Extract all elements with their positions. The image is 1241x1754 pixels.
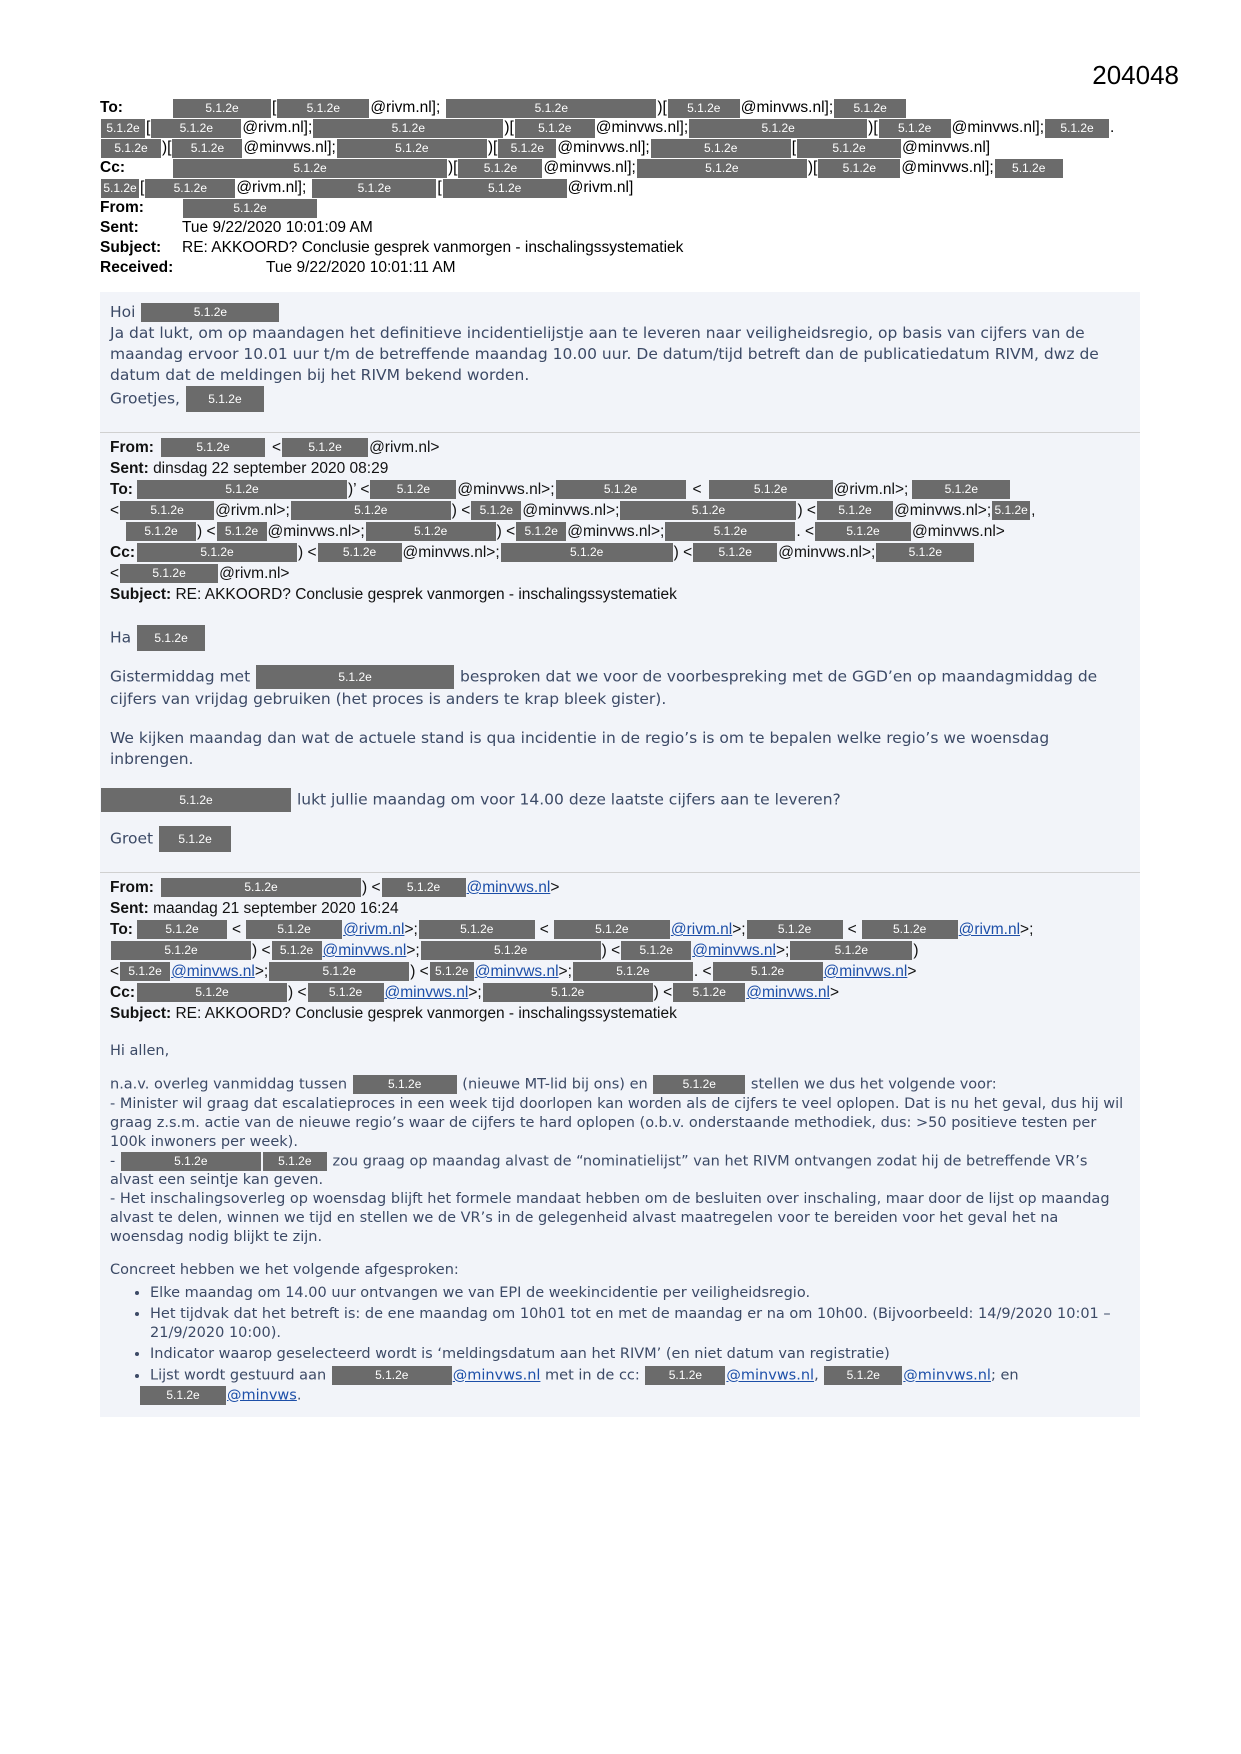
list-item: • Indicator waarop geselecteerd wordt is ‘meldingsdatum aan het RIVM’ (en niet datum van registratie) [150, 1345, 1130, 1364]
redaction: 5.1.2e [312, 179, 436, 198]
redaction: 5.1.2e [246, 920, 342, 939]
redaction: 5.1.2e [140, 1386, 226, 1405]
cc-line [100, 158, 1140, 178]
redaction: 5.1.2e [790, 941, 912, 960]
redaction: 5.1.2e [501, 543, 673, 562]
sent-label: Sent: [110, 900, 149, 917]
redaction: 5.1.2e [101, 788, 291, 812]
to-label: To: [100, 99, 123, 116]
redaction: 5.1.2e [421, 941, 601, 960]
from-end: > [550, 879, 560, 896]
received-label: Received: [100, 259, 174, 276]
redaction: 5.1.2e [332, 1366, 452, 1385]
redaction: 5.1.2e [713, 962, 823, 981]
to-fragment: @minvws.nl]; [595, 119, 689, 136]
email-link[interactable]: @minvws.nl [746, 984, 830, 1001]
redaction: 5.1.2e [183, 199, 317, 218]
redaction: 5.1.2e [879, 119, 951, 138]
from-email: @rivm.nl> [369, 439, 440, 456]
redaction: 5.1.2e [516, 522, 566, 541]
cc-fragment: )[ [448, 159, 458, 176]
cc-fragment: )[ [807, 159, 818, 176]
cc-line: Cc: 5.1.2e ) < 5.1.2e @minvws.nl>; 5.1.2e ) < 5.1.2e @minvws.nl>; 5.1.2e [110, 542, 1140, 563]
redaction: 5.1.2e [665, 522, 795, 541]
dash: - [110, 1153, 116, 1169]
redaction: 5.1.2e [797, 139, 901, 158]
paragraph-part: n.a.v. overleg vanmiddag tussen [110, 1076, 348, 1093]
redaction: 5.1.2e [471, 501, 521, 520]
agreement-list [110, 1284, 1130, 1405]
cc-fragment: @rivm.nl]; [236, 179, 307, 196]
to-fragment: )[ [162, 139, 172, 156]
to-fragment: )[ [504, 119, 514, 136]
message-2-body [100, 609, 1140, 864]
subject-label: Subject: [110, 586, 172, 603]
redaction: 5.1.2e [282, 438, 368, 457]
redaction: 5.1.2e [834, 99, 906, 118]
redaction: 5.1.2e [337, 139, 487, 158]
sent-label: Sent: [100, 219, 139, 236]
redaction: 5.1.2e [145, 179, 235, 198]
redaction: 5.1.2e [217, 522, 267, 541]
redaction: 5.1.2e [313, 119, 503, 138]
list-text: Lijst wordt gestuurd aan [150, 1367, 327, 1384]
redaction: 5.1.2e [747, 920, 843, 939]
received-value: Tue 9/22/2020 10:01:11 AM [266, 259, 456, 276]
list-text: ; en [990, 1367, 1019, 1384]
received-line [100, 258, 1140, 278]
paragraph: - Het inschalingsoverleg op woensdag blijft het formele mandaat hebben om de besluiten over inschaling, maar door de lijst op maandag alvast te delen, winnen we tijd en stellen we de VR’s in de gelegenheid alvast maatregelen voor te bereiden voor het geval het na woensdag nodig blijkt te zijn. [110, 1191, 1110, 1245]
sent-value: dinsdag 22 september 2020 08:29 [153, 460, 389, 477]
message-3-header: From: 5.1.2e ) < 5.1.2e @minvws.nl > Sent: maandag 21 september 2020 16:24 To: 5.1.2e < 5.1.2e @rivm.nl >; 5.1.2e < 5.1.2e @rivm.nl >; 5.1.2e < 5.1.2e @rivm.nl >; 5.1.2e ) < 5.1.2e @minvws.nl >; 5.1.2e ) < 5.1.2e @minvws.nl >; 5.1.2e ) < 5.1.2e @minvws.nl >; 5.1.2e ) < 5.1.2e @minvws.nl >; 5.1.2e . < 5.1.2e @minvws.nl > Cc: 5.1.2e ) < 5.1.2e @minvws.nl >; 5.1.2e ) < 5.1.2e @minvws.nl > Subject: RE: AKKOORD? Conclusie gesprek vanmorgen - inschalingssystematiek [100, 877, 1140, 1024]
message-3-body [100, 1028, 1140, 1417]
redaction: 5.1.2e [709, 480, 833, 499]
to-line-2 [100, 118, 1140, 138]
list-item: • Elke maandag om 14.00 uur ontvangen we van EPI de weekincidentie per veiligheidsregio. [150, 1284, 1130, 1303]
redaction: 5.1.2e [137, 920, 227, 939]
email-link[interactable]: @minvws.nl [692, 942, 776, 959]
redaction: 5.1.2e [353, 1075, 457, 1094]
redaction: 5.1.2e [515, 119, 595, 138]
from-line [100, 198, 1140, 218]
from-bracket: < [272, 439, 282, 456]
to-line: To: 5.1.2e < 5.1.2e @rivm.nl >; 5.1.2e < 5.1.2e @rivm.nl >; 5.1.2e < 5.1.2e @rivm.nl >; [110, 921, 1034, 938]
to-fragment: @minvws.nl]; [740, 99, 834, 116]
redaction: 5.1.2e [161, 878, 361, 897]
redaction: 5.1.2e [824, 1366, 902, 1385]
message-3 [100, 864, 1140, 1028]
redaction: 5.1.2e [137, 480, 347, 499]
email-link[interactable]: @rivm.nl [343, 921, 405, 938]
greeting: Ha [110, 628, 132, 647]
email-link[interactable]: @minvws.nl [474, 963, 559, 980]
redaction: 5.1.2e [172, 139, 242, 158]
redaction: 5.1.2e [876, 543, 974, 562]
document-id: 204048 [1092, 60, 1179, 90]
message-text: Ja dat lukt, om op maandagen het definitieve incidentielijstje aan te leveren naar veiligheidsregio, op basis van cijfers van de maandag ervoor 10.01 uur t/m de betreffende maandag 10.00 uur. De datum/tijd betreft dan de publicatiedatum RIVM, dwz de datum dat de meldingen bij het RIVM bekend worden. [110, 324, 1099, 384]
redaction: 5.1.2e [318, 543, 402, 562]
email-link[interactable]: @minvws.nl [171, 963, 255, 980]
redaction: 5.1.2e [443, 179, 567, 198]
from-label: From: [110, 439, 154, 456]
redaction: 5.1.2e [101, 139, 161, 158]
to-fragment: @rivm.nl]; [242, 119, 313, 136]
email-document [100, 98, 1140, 1417]
email-link[interactable]: @minvws.nl [322, 942, 407, 959]
redaction: 5.1.2e [111, 941, 251, 960]
to-fragment: @rivm.nl]; [370, 99, 441, 116]
redaction: 5.1.2e [992, 501, 1030, 520]
redaction: 5.1.2e [446, 99, 656, 118]
subject-value: RE: AKKOORD? Conclusie gesprek vanmorgen - inschalingssystematiek [175, 586, 677, 603]
to-fragment: [ [791, 139, 797, 156]
paragraph-part: lukt jullie maandag om voor 14.00 deze laatste cijfers aan te leveren? [296, 790, 841, 809]
from-email-link[interactable]: @minvws.nl [466, 879, 551, 896]
list-item: • Lijst wordt gestuurd aan 5.1.2e @minvws.nl met in de cc: 5.1.2e @minvws.nl, 5.1.2e @minvws.nl; en 5.1.2e @minvws. [150, 1366, 1130, 1405]
redaction: 5.1.2e [272, 941, 322, 960]
redaction: 5.1.2e [995, 159, 1063, 178]
from-label: From: [110, 879, 154, 896]
redaction: 5.1.2e [137, 983, 287, 1002]
email-link[interactable]: @rivm.nl [670, 921, 733, 938]
redaction: 5.1.2e [173, 99, 271, 118]
redaction: 5.1.2e [291, 501, 451, 520]
email-link[interactable]: @minvws.nl [726, 1367, 815, 1384]
email-link[interactable]: @minvws [227, 1387, 297, 1403]
redaction: 5.1.2e [817, 501, 893, 520]
redaction: 5.1.2e [256, 665, 454, 689]
cc-fragment: @minvws.nl]; [543, 159, 636, 176]
redaction: 5.1.2e [382, 878, 466, 897]
redaction: 5.1.2e [419, 920, 535, 939]
redaction: 5.1.2e [120, 564, 218, 583]
to-fragment: )[ [657, 99, 667, 116]
redaction: 5.1.2e [137, 625, 205, 651]
redaction: 5.1.2e [101, 179, 139, 198]
greeting: Hi allen, [110, 1043, 170, 1059]
redaction: 5.1.2e [554, 920, 670, 939]
redaction: 5.1.2e [120, 501, 214, 520]
paragraph: - Minister wil graag dat escalatieproces in een week tijd doorlopen kan worden als de cijfers te veel oplopen. Dat is nu het geval, dus hij wil graag z.s.m. actie van de nieuwe regio’s waar de cijfers te hard oplopen (o.b.v. onderstaande methodiek, dus: >50 positieve testen per 100k inwoners per week). [110, 1095, 1124, 1150]
to-fragment: @minvws.nl]; [951, 119, 1045, 136]
redaction: 5.1.2e [653, 1075, 745, 1094]
subject-label: Subject: [110, 1005, 172, 1022]
redaction: 5.1.2e [151, 119, 241, 138]
redaction: 5.1.2e [263, 1152, 327, 1171]
paragraph-part: Gistermiddag met [110, 667, 251, 686]
subject-value: RE: AKKOORD? Conclusie gesprek vanmorgen - inschalingssystematiek [182, 239, 684, 256]
to-line [100, 98, 1140, 118]
message-1-body [100, 292, 1140, 424]
redaction: 5.1.2e [862, 920, 958, 939]
paragraph-part: zou graag op maandag alvast de “nominatielijst” van het RIVM ontvangen zodat hij de betreffende VR’s alvast een seintje kan geven. [110, 1153, 1088, 1188]
redaction: 5.1.2e [121, 1152, 261, 1171]
redaction: 5.1.2e [161, 438, 265, 457]
cc-line-2 [100, 178, 1140, 198]
redaction: 5.1.2e [101, 119, 145, 138]
redaction: 5.1.2e [668, 99, 740, 118]
cc-fragment: @minvws.nl]; [901, 159, 994, 176]
to-fragment: @minvws.nl]; [557, 139, 650, 156]
to-label: To: [110, 481, 133, 498]
email-link[interactable]: @minvws.nl [384, 984, 469, 1001]
redaction: 5.1.2e [556, 480, 686, 499]
redaction: 5.1.2e [483, 983, 653, 1002]
to-fragment: [ [272, 99, 277, 116]
redaction: 5.1.2e [637, 159, 807, 178]
sent-line [100, 218, 1140, 238]
redaction: 5.1.2e [651, 139, 791, 158]
cc-fragment: [ [437, 179, 442, 196]
cc-fragment: [ [140, 179, 145, 196]
cc-fragment: @rivm.nl] [567, 179, 634, 196]
cc-label: Cc: [110, 544, 135, 561]
redaction: 5.1.2e [430, 962, 474, 981]
paragraph-part: stellen we dus het volgende voor: [750, 1076, 997, 1093]
redaction: 5.1.2e [277, 99, 369, 118]
to-label: To: [110, 921, 133, 938]
to-line: To: 5.1.2e )’ < 5.1.2e @minvws.nl>; 5.1.2e < 5.1.2e @rivm.nl>; 5.1.2e [110, 479, 1140, 500]
redaction: 5.1.2e [137, 543, 297, 562]
redaction: 5.1.2e [620, 501, 796, 520]
subject-label: Subject: [100, 239, 162, 256]
cc-label: Cc: [110, 984, 135, 1001]
email-header [100, 98, 1140, 278]
list-item: • Het tijdvak dat het betreft is: de ene maandag om 10h01 tot en met de maandag er na om 10h00. (Bijvoorbeeld: 14/9/2020 10:01 – 21/9/2020 10:00). [150, 1305, 1130, 1343]
from-separator: ) < [362, 879, 381, 896]
subject-line [100, 238, 1140, 258]
cc-label: Cc: [100, 159, 125, 176]
email-link[interactable]: @minvws.nl [823, 963, 908, 980]
redaction: 5.1.2e [370, 480, 456, 499]
closing: Groet [110, 829, 154, 848]
to-fragment: [ [146, 119, 151, 136]
paragraph-part: besproken dat we voor de voorbespreking met de GGD’en op maandagmiddag de cijfers van vrijdag gebruiken (het proces is anders te krap bleek gister). [110, 667, 1098, 708]
to-fragment: . [1110, 119, 1115, 136]
to-fragment: @minvws.nl] [902, 139, 991, 156]
redaction: 5.1.2e [815, 522, 911, 541]
redaction: 5.1.2e [126, 522, 196, 541]
paragraph: Concreet hebben we het volgende afgesproken: [110, 1262, 459, 1278]
redaction: 5.1.2e [366, 522, 496, 541]
closing: Groetjes, [110, 389, 180, 408]
message-2 [100, 424, 1140, 609]
sent-label: Sent: [110, 460, 149, 477]
redaction: 5.1.2e [689, 119, 867, 138]
redaction: 5.1.2e [621, 941, 691, 960]
list-text: met in de cc: [545, 1367, 640, 1384]
subject-value: RE: AKKOORD? Conclusie gesprek vanmorgen - inschalingssystematiek [175, 1005, 677, 1022]
email-link[interactable]: @minvws.nl [452, 1367, 541, 1384]
redaction: 5.1.2e [269, 962, 409, 981]
redaction: 5.1.2e [573, 962, 693, 981]
redaction: 5.1.2e [308, 983, 384, 1002]
comma: , [814, 1367, 819, 1384]
redaction: 5.1.2e [120, 962, 170, 981]
redaction: 5.1.2e [141, 303, 279, 322]
paragraph-part: (nieuwe MT-lid bij ons) en [462, 1076, 648, 1093]
sent-value: Tue 9/22/2020 10:01:09 AM [182, 219, 373, 236]
redaction: 5.1.2e [645, 1366, 725, 1385]
redaction: 5.1.2e [186, 386, 264, 412]
email-link[interactable]: @minvws.nl [903, 1367, 991, 1384]
to-fragment: )[ [487, 139, 498, 156]
redaction: 5.1.2e [912, 480, 1010, 499]
cc-line: Cc: 5.1.2e ) < 5.1.2e @minvws.nl >; 5.1.2e ) < 5.1.2e @minvws.nl > [110, 984, 840, 1001]
message-2-header: From: 5.1.2e < 5.1.2e @rivm.nl> Sent: dinsdag 22 september 2020 08:29 To: 5.1.2e )’ < 5.1.2e @minvws.nl>; 5.1.2e < 5.1.2e @rivm.nl>; 5.1.2e < 5.1.2e @rivm.nl>; 5.1.2e ) < 5.1.2e @minvws.nl>; 5.1.2e ) < 5.1.2e @minvws.nl>; 5.1.2e , 5.1.2e ) < 5.1.2e @minvws.nl>; 5.1.2e ) < 5.1.2e @minvws.nl>; 5.1.2e . < 5.1.2e @minvws.nl> Cc: 5.1.2e ) < 5.1.2e @minvws.nl>; 5.1.2e ) < 5.1.2e @minvws.nl>; 5.1.2e < 5.1.2e @rivm.nl> Subject: RE: AKKOORD? Conclusie gesprek vanmorgen - inschalingssystematiek [100, 437, 1140, 605]
redaction: 5.1.2e [173, 159, 447, 178]
to-fragment: @minvws.nl]; [243, 139, 336, 156]
redaction: 5.1.2e [159, 826, 231, 852]
redaction: 5.1.2e [1045, 119, 1109, 138]
redaction: 5.1.2e [818, 159, 900, 178]
email-link[interactable]: @rivm.nl [958, 921, 1021, 938]
to-line-3 [100, 138, 1140, 158]
to-fragment: )[ [868, 119, 878, 136]
redaction: 5.1.2e [458, 159, 542, 178]
sent-value: maandag 21 september 2020 16:24 [153, 900, 399, 917]
greeting: Hoi [110, 303, 136, 321]
redaction: 5.1.2e [693, 543, 777, 562]
redaction: 5.1.2e [498, 139, 556, 158]
from-label: From: [100, 199, 144, 216]
paragraph: We kijken maandag dan wat de actuele stand is qua incidentie in de regio’s is om te bepalen welke regio’s we woensdag inbrengen. [110, 729, 1050, 768]
redaction: 5.1.2e [673, 983, 745, 1002]
